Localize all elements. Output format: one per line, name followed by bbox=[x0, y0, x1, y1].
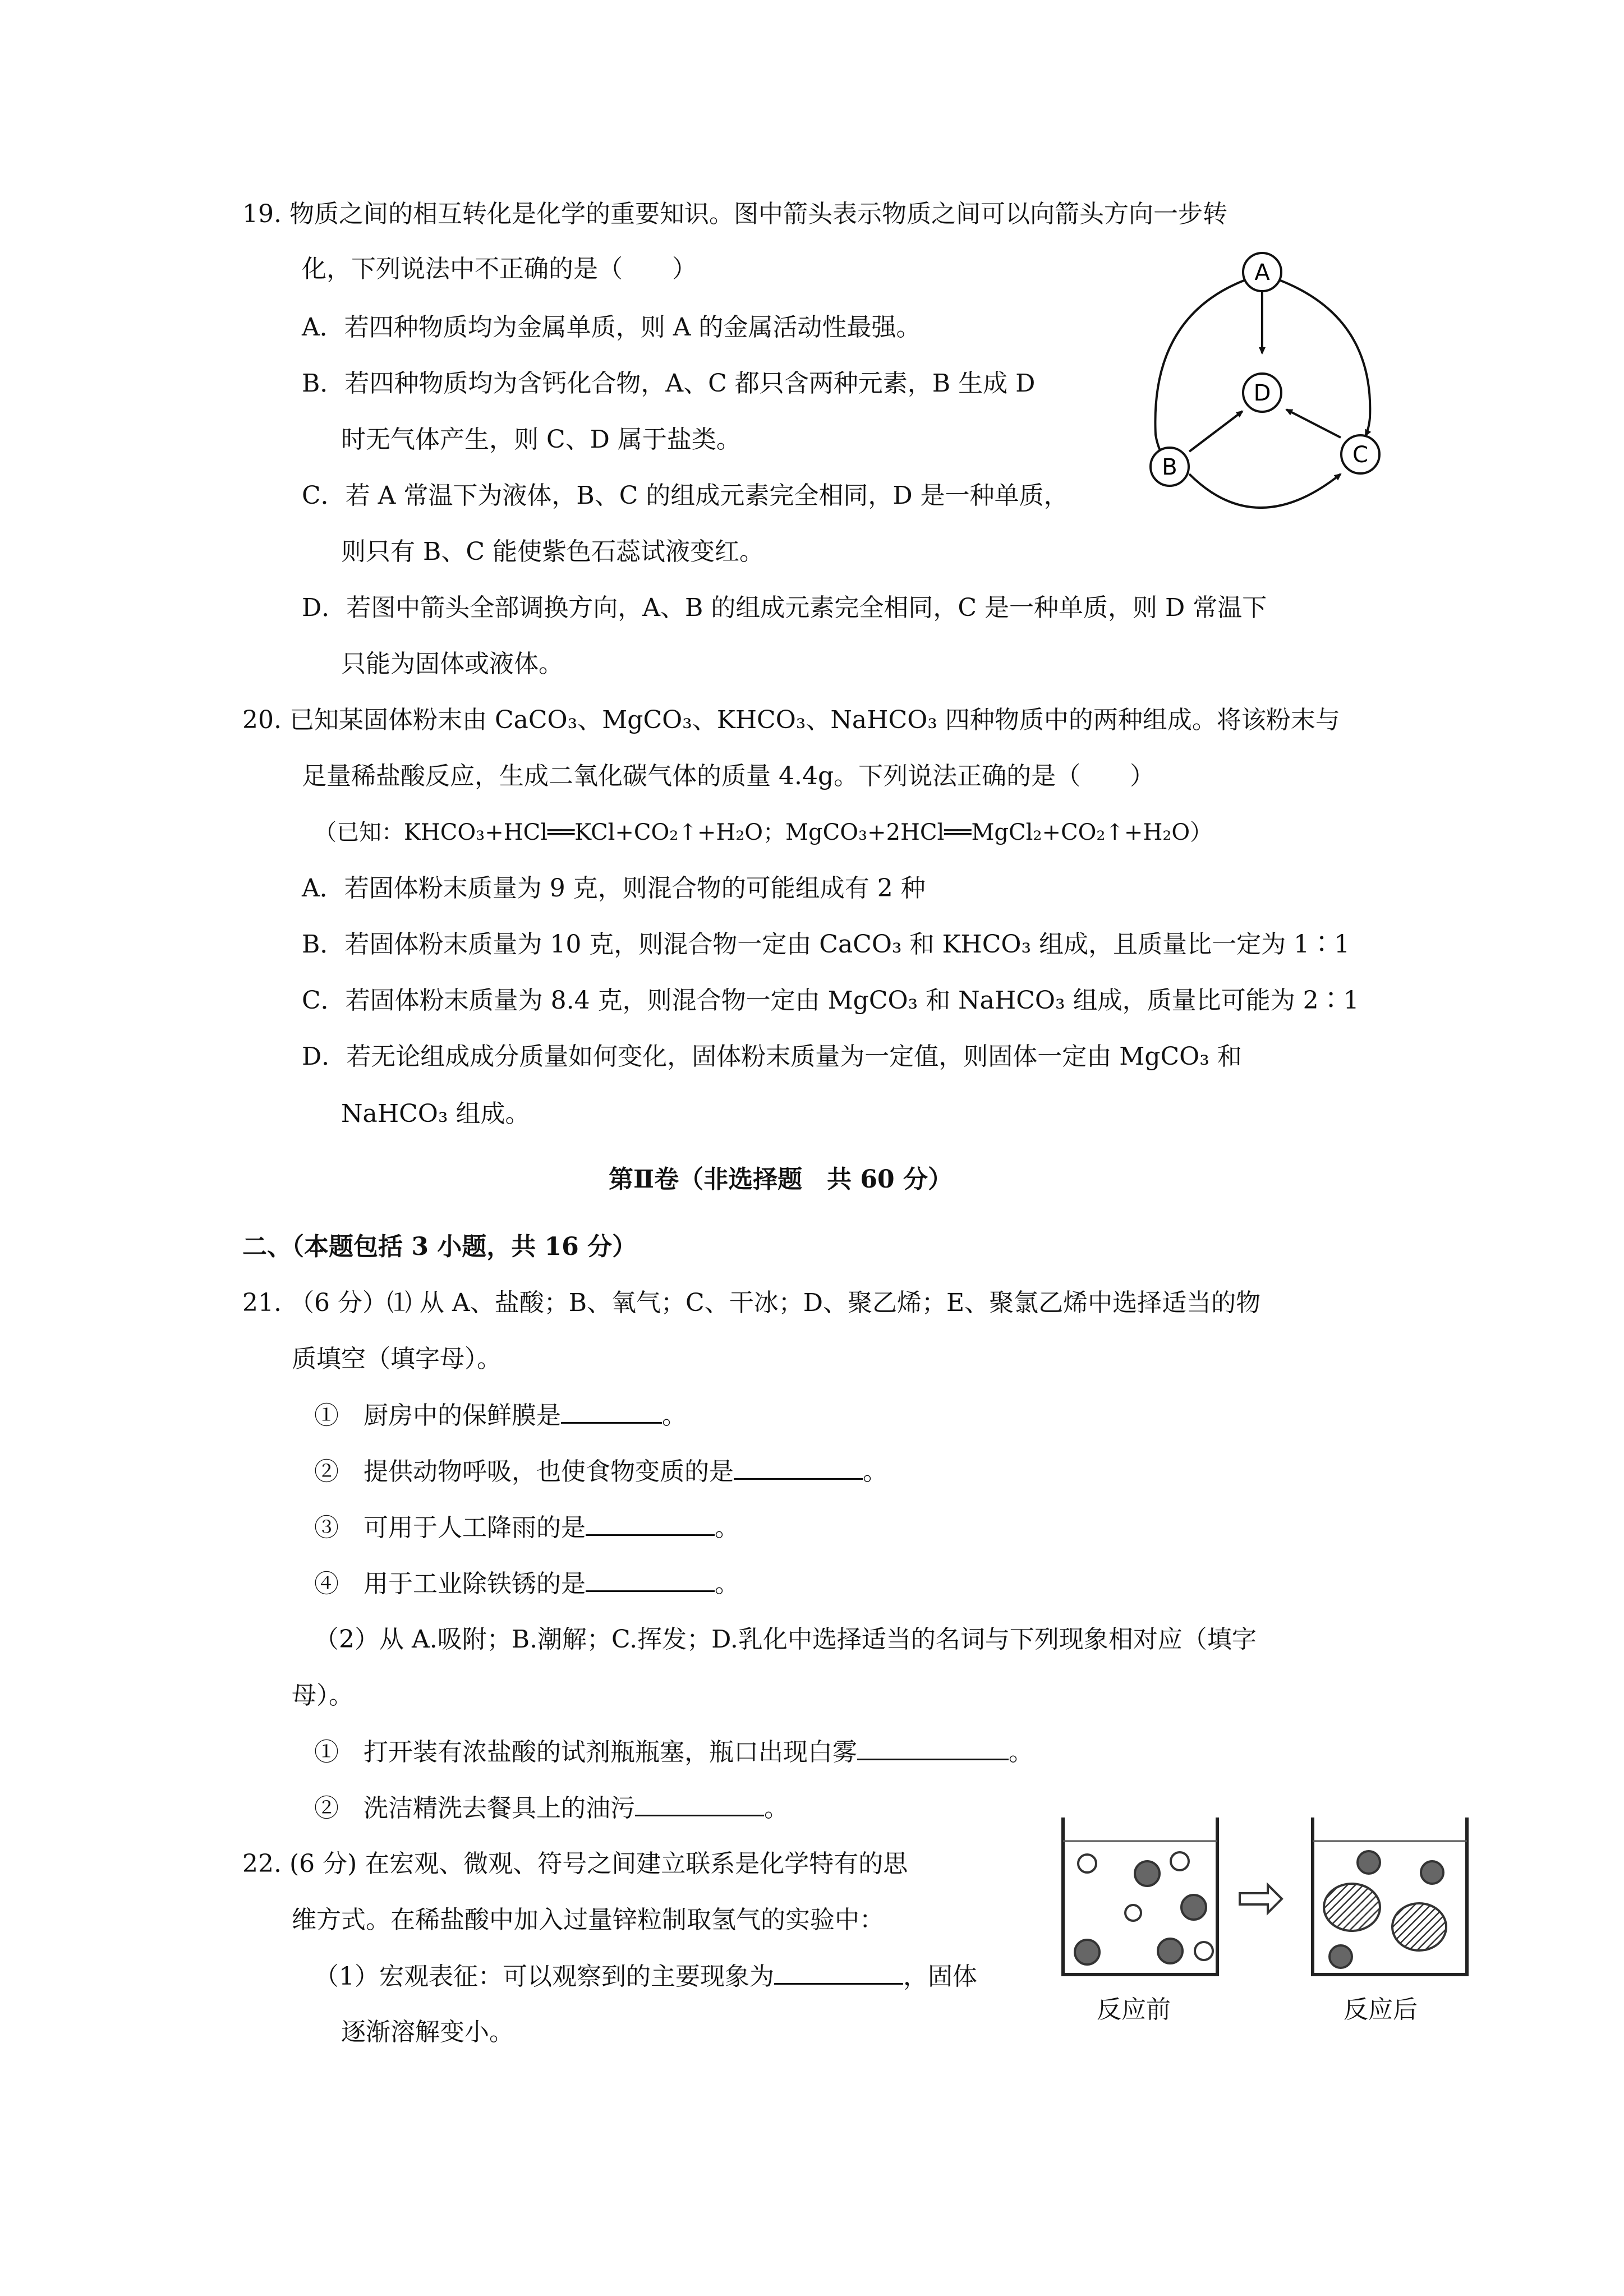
q19-conversion-diagram bbox=[1128, 250, 1397, 541]
q20-option-b: B．若固体粉末质量为 10 克，则混合物一定由 CaCO₃ 和 KHCO₃ 组成，且质量比一定为 1∶1 bbox=[302, 930, 1350, 959]
q22-part1-text-tail: ，固体 bbox=[903, 1962, 977, 1991]
q21-item4-period: 。 bbox=[715, 1570, 739, 1598]
node-a-label: A bbox=[1254, 260, 1270, 286]
q21-part2-line2: 母）。 bbox=[292, 1681, 353, 1710]
label-before-reaction: 反应前 bbox=[1097, 1995, 1171, 2024]
q21-item3-text: ③ 可用于人工降雨的是 bbox=[314, 1513, 586, 1542]
q21-part2-item2 bbox=[314, 1792, 789, 1824]
q19-option-d-line2: 只能为固体或液体。 bbox=[341, 650, 563, 678]
arrow-b-to-c bbox=[1189, 474, 1341, 508]
q22-part1-line2: 逐渐溶解变小。 bbox=[341, 2018, 514, 2046]
q20-option-d-line1: D．若无论组成成分质量如何变化，固体粉末质量为一定值，则固体一定由 MgCO₃ 和 bbox=[302, 1042, 1242, 1071]
node-d bbox=[1243, 374, 1281, 412]
node-b-label: B bbox=[1162, 454, 1177, 480]
part2-title: 第Ⅱ卷（非选择题 共 60 分） bbox=[609, 1165, 953, 1194]
q21-part2-item2-answer-blank[interactable] bbox=[635, 1792, 764, 1816]
q21-item4-text: ④ 用于工业除铁锈的是 bbox=[314, 1570, 586, 1598]
node-c bbox=[1341, 435, 1379, 473]
q21-part2-item1-period: 。 bbox=[1009, 1738, 1033, 1766]
q21-item3 bbox=[314, 1512, 739, 1544]
node-c-label: C bbox=[1352, 442, 1368, 468]
q19-option-c-line1: C．若 A 常温下为液体，B、C 的组成元素完全相同，D 是一种单质， bbox=[302, 481, 1069, 510]
q21-item4 bbox=[314, 1568, 739, 1600]
q21-item1-period: 。 bbox=[662, 1401, 687, 1430]
q22-reaction-figure bbox=[1060, 1806, 1487, 1991]
q22-part1-line1 bbox=[314, 1961, 977, 1993]
arrow-a-to-b bbox=[1155, 280, 1245, 458]
label-after-reaction: 反应后 bbox=[1344, 1995, 1418, 2024]
q19-option-b-line1: B．若四种物质均为含钙化合物，A、C 都只含两种元素，B 生成 D bbox=[302, 369, 1036, 398]
q21-item2-text: ② 提供动物呼吸，也使食物变质的是 bbox=[314, 1457, 734, 1486]
q21-part2-item2-text: ② 洗洁精洗去餐具上的油污 bbox=[314, 1794, 635, 1823]
q22-part1-text: （1）宏观表征：可以观察到的主要现象为 bbox=[314, 1962, 774, 1991]
q21-item3-period: 。 bbox=[715, 1513, 739, 1542]
node-b bbox=[1151, 448, 1189, 486]
q21-item4-answer-blank[interactable] bbox=[586, 1568, 715, 1592]
reaction-arrow bbox=[1240, 1885, 1282, 1913]
q21-part2-item2-period: 。 bbox=[764, 1794, 789, 1823]
q19-option-b-line2: 时无气体产生，则 C、D 属于盐类。 bbox=[341, 425, 741, 454]
q21-item2 bbox=[314, 1456, 887, 1488]
arrow-c-to-d bbox=[1286, 409, 1341, 438]
q20-option-a: A．若固体粉末质量为 9 克，则混合物的可能组成有 2 种 bbox=[302, 874, 926, 903]
beaker-after bbox=[1313, 1818, 1467, 1975]
q19-stem-line1: 19. 物质之间的相互转化是化学的重要知识。图中箭头表示物质之间可以向箭头方向一步转 bbox=[242, 200, 1227, 228]
q21-stem-line1: 21. （6 分）⑴ 从 A、盐酸；B、氧气；C、干冰；D、聚乙烯；E、聚氯乙烯中选择适当的物 bbox=[242, 1289, 1261, 1317]
q21-item2-answer-blank[interactable] bbox=[734, 1456, 863, 1480]
q21-item1-answer-blank[interactable] bbox=[561, 1400, 662, 1424]
beaker-before bbox=[1063, 1818, 1217, 1975]
q20-option-d-line2: NaHCO₃ 组成。 bbox=[341, 1099, 530, 1128]
q21-stem-line2: 质填空（填字母）。 bbox=[292, 1345, 502, 1373]
q21-item1 bbox=[314, 1400, 687, 1432]
q21-part2-item1-answer-blank[interactable] bbox=[857, 1736, 1009, 1760]
q21-item1-text: ① 厨房中的保鲜膜是 bbox=[314, 1401, 561, 1430]
q19-option-d-line1: D．若图中箭头全部调换方向，A、B 的组成元素完全相同，C 是一种单质，则 D 常温下 bbox=[302, 593, 1267, 622]
node-d-label: D bbox=[1253, 380, 1271, 406]
q21-item3-answer-blank[interactable] bbox=[586, 1512, 715, 1536]
q22-stem-line2: 维方式。在稀盐酸中加入过量锌粒制取氢气的实验中： bbox=[292, 1906, 884, 1934]
q19-option-c-line2: 则只有 B、C 能使紫色石蕊试液变红。 bbox=[341, 537, 764, 566]
section2-title: 二、（本题包括 3 小题，共 16 分） bbox=[242, 1232, 637, 1261]
q19-stem-line2: 化，下列说法中不正确的是（ ） bbox=[302, 255, 697, 283]
arrow-b-to-d bbox=[1189, 411, 1243, 452]
q21-part2-item1-text: ① 打开装有浓盐酸的试剂瓶瓶塞，瓶口出现白雾 bbox=[314, 1738, 857, 1766]
q22-stem-line1: 22. (6 分) 在宏观、微观、符号之间建立联系是化学特有的思 bbox=[242, 1849, 908, 1878]
q21-item2-period: 。 bbox=[863, 1457, 887, 1486]
q21-part2-item1 bbox=[314, 1736, 1033, 1768]
q21-part2-line1: （2）从 A.吸附；B.潮解；C.挥发；D.乳化中选择适当的名词与下列现象相对应（填字 bbox=[314, 1625, 1257, 1654]
q19-option-a: A．若四种物质均为金属单质，则 A 的金属活动性最强。 bbox=[302, 313, 921, 342]
q20-option-c: C．若固体粉末质量为 8.4 克，则混合物一定由 MgCO₃ 和 NaHCO₃ 组成，质量比可能为 2∶1 bbox=[302, 986, 1359, 1015]
q20-stem-line2: 足量稀盐酸反应，生成二氧化碳气体的质量 4.4g。下列说法正确的是（ ） bbox=[302, 762, 1155, 790]
q22-part1-answer-blank[interactable] bbox=[774, 1961, 903, 1985]
node-a bbox=[1243, 253, 1281, 291]
q20-stem-line1: 20. 已知某固体粉末由 CaCO₃、MgCO₃、KHCO₃、NaHCO₃ 四种物质中的两种组成。将该粉末与 bbox=[242, 706, 1340, 734]
q20-known-equations: （已知：KHCO₃+HCl══KCl+CO₂↑+H₂O；MgCO₃+2HCl══MgCl₂+CO₂↑+H₂O） bbox=[314, 820, 1213, 845]
